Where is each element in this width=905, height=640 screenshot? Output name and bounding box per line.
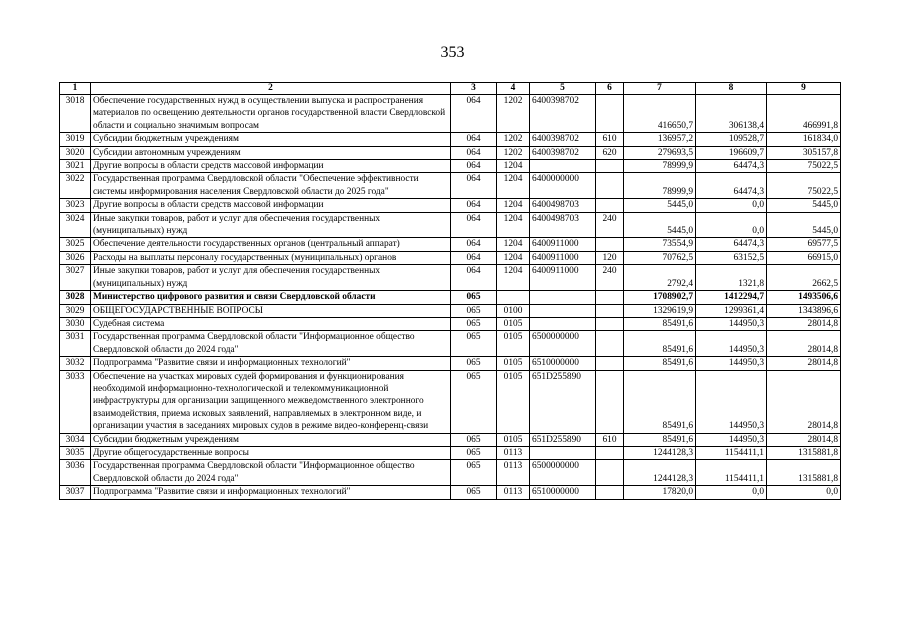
target-article-cell: 6400911000 xyxy=(530,238,596,251)
table-row xyxy=(60,212,841,238)
section-code-cell: 1202 xyxy=(497,146,530,159)
table-row xyxy=(60,146,841,159)
expense-type-cell: 120 xyxy=(596,251,624,264)
ministry-code-cell: 064 xyxy=(451,199,497,212)
row-number-cell: 3028 xyxy=(60,291,91,304)
item-name-cell: Расходы на выплаты персоналу государственных (муниципальных) органов xyxy=(91,251,451,264)
item-name-cell: Государственная программа Свердловской области "Обеспечение эффективности системы информирования населения Свердловской области до 2025 года" xyxy=(91,173,451,199)
expense-type-cell xyxy=(596,446,624,459)
amount-cell: 1315881,8 xyxy=(767,460,841,486)
row-number-cell: 3018 xyxy=(60,95,91,133)
ministry-code-cell: 065 xyxy=(451,370,497,433)
amount-cell: 5445,0 xyxy=(624,199,696,212)
amount-cell: 1343896,6 xyxy=(767,304,841,317)
expense-type-cell xyxy=(596,238,624,251)
row-number-cell: 3031 xyxy=(60,331,91,357)
ministry-code-cell: 065 xyxy=(451,460,497,486)
amount-cell: 5445,0 xyxy=(624,212,696,238)
column-header: 3 xyxy=(451,83,497,95)
amount-cell: 5445,0 xyxy=(767,199,841,212)
amount-cell: 0,0 xyxy=(767,486,841,499)
column-header: 4 xyxy=(497,83,530,95)
section-code-cell: 1204 xyxy=(497,238,530,251)
table-row xyxy=(60,433,841,446)
table-row xyxy=(60,251,841,264)
amount-cell: 0,0 xyxy=(696,486,767,499)
amount-cell: 17820,0 xyxy=(624,486,696,499)
target-article-cell: 6400398702 xyxy=(530,95,596,133)
section-code-cell: 1204 xyxy=(497,173,530,199)
amount-cell: 75022,5 xyxy=(767,173,841,199)
section-code-cell: 1204 xyxy=(497,212,530,238)
target-article-cell xyxy=(530,291,596,304)
section-code-cell: 1204 xyxy=(497,160,530,173)
item-name-cell: Субсидии автономным учреждениям xyxy=(91,146,451,159)
target-article-cell: 6400498703 xyxy=(530,212,596,238)
expense-type-cell xyxy=(596,370,624,433)
expense-type-cell: 610 xyxy=(596,133,624,146)
amount-cell: 64474,3 xyxy=(696,173,767,199)
column-header: 9 xyxy=(767,83,841,95)
amount-cell: 85491,6 xyxy=(624,331,696,357)
ministry-code-cell: 064 xyxy=(451,173,497,199)
amount-cell: 63152,5 xyxy=(696,251,767,264)
budget-table xyxy=(59,82,841,500)
section-code-cell: 0105 xyxy=(497,370,530,433)
row-number-cell: 3021 xyxy=(60,160,91,173)
amount-cell: 279693,5 xyxy=(624,146,696,159)
expense-type-cell: 610 xyxy=(596,433,624,446)
section-code-cell: 1204 xyxy=(497,265,530,291)
amount-cell: 28014,8 xyxy=(767,317,841,330)
amount-cell: 161834,0 xyxy=(767,133,841,146)
table-row xyxy=(60,173,841,199)
target-article-cell: 6400911000 xyxy=(530,265,596,291)
amount-cell: 69577,5 xyxy=(767,238,841,251)
item-name-cell: Иные закупки товаров, работ и услуг для обеспечения государственных (муниципальных) нужд xyxy=(91,265,451,291)
amount-cell: 144950,3 xyxy=(696,331,767,357)
table-row xyxy=(60,357,841,370)
amount-cell: 1412294,7 xyxy=(696,291,767,304)
item-name-cell: Другие вопросы в области средств массовой информации xyxy=(91,160,451,173)
ministry-code-cell: 065 xyxy=(451,331,497,357)
row-number-cell: 3032 xyxy=(60,357,91,370)
ministry-code-cell: 065 xyxy=(451,304,497,317)
ministry-code-cell: 064 xyxy=(451,95,497,133)
row-number-cell: 3037 xyxy=(60,486,91,499)
amount-cell: 1244128,3 xyxy=(624,460,696,486)
section-code-cell xyxy=(497,291,530,304)
expense-type-cell xyxy=(596,331,624,357)
item-name-cell: Обеспечение на участках мировых судей формирования и функционирования необходимой информационно-технологической и телекоммуникационной инфраструктуры для организации защищенного межведомственного электронного взаимодействия, приема исковых заявлений, направляемых в электронном виде, и организации участия в заседаниях мировых судов в режиме видео-конференц-связи xyxy=(91,370,451,433)
column-header: 6 xyxy=(596,83,624,95)
table-row xyxy=(60,265,841,291)
amount-cell: 466991,8 xyxy=(767,95,841,133)
row-number-cell: 3030 xyxy=(60,317,91,330)
item-name-cell: Судебная система xyxy=(91,317,451,330)
amount-cell: 5445,0 xyxy=(767,212,841,238)
amount-cell: 136957,2 xyxy=(624,133,696,146)
section-code-cell: 1204 xyxy=(497,251,530,264)
item-name-cell: Обеспечение деятельности государственных органов (центральный аппарат) xyxy=(91,238,451,251)
expense-type-cell: 620 xyxy=(596,146,624,159)
table-row xyxy=(60,95,841,133)
amount-cell: 144950,3 xyxy=(696,370,767,433)
table-row xyxy=(60,291,841,304)
ministry-code-cell: 064 xyxy=(451,146,497,159)
item-name-cell: ОБЩЕГОСУДАРСТВЕННЫЕ ВОПРОСЫ xyxy=(91,304,451,317)
item-name-cell: Другие вопросы в области средств массовой информации xyxy=(91,199,451,212)
ministry-code-cell: 065 xyxy=(451,317,497,330)
row-number-cell: 3025 xyxy=(60,238,91,251)
amount-cell: 144950,3 xyxy=(696,357,767,370)
ministry-code-cell: 065 xyxy=(451,433,497,446)
amount-cell: 1154411,1 xyxy=(696,446,767,459)
item-name-cell: Субсидии бюджетным учреждениям xyxy=(91,133,451,146)
amount-cell: 416650,7 xyxy=(624,95,696,133)
section-code-cell: 0113 xyxy=(497,486,530,499)
page-number: 353 xyxy=(440,44,465,61)
target-article-cell: 6400398702 xyxy=(530,146,596,159)
ministry-code-cell: 065 xyxy=(451,446,497,459)
table-row xyxy=(60,317,841,330)
amount-cell: 306138,4 xyxy=(696,95,767,133)
table-row xyxy=(60,160,841,173)
column-header: 1 xyxy=(60,83,91,95)
expense-type-cell xyxy=(596,317,624,330)
ministry-code-cell: 065 xyxy=(451,486,497,499)
item-name-cell: Государственная программа Свердловской области "Информационное общество Свердловской области до 2024 года" xyxy=(91,331,451,357)
amount-cell: 70762,5 xyxy=(624,251,696,264)
table-row xyxy=(60,370,841,433)
amount-cell: 2792,4 xyxy=(624,265,696,291)
amount-cell: 28014,8 xyxy=(767,370,841,433)
target-article-cell: 6400498703 xyxy=(530,199,596,212)
table-row xyxy=(60,133,841,146)
target-article-cell: 6510000000 xyxy=(530,486,596,499)
row-number-cell: 3019 xyxy=(60,133,91,146)
amount-cell: 0,0 xyxy=(696,199,767,212)
target-article-cell: 651D255890 xyxy=(530,370,596,433)
amount-cell: 73554,9 xyxy=(624,238,696,251)
amount-cell: 1315881,8 xyxy=(767,446,841,459)
amount-cell: 1493506,6 xyxy=(767,291,841,304)
expense-type-cell xyxy=(596,199,624,212)
amount-cell: 144950,3 xyxy=(696,317,767,330)
section-code-cell: 1202 xyxy=(497,95,530,133)
target-article-cell: 651D255890 xyxy=(530,433,596,446)
section-code-cell: 0105 xyxy=(497,433,530,446)
section-code-cell: 0105 xyxy=(497,331,530,357)
expense-type-cell xyxy=(596,357,624,370)
row-number-cell: 3022 xyxy=(60,173,91,199)
table-row xyxy=(60,199,841,212)
amount-cell: 1708902,7 xyxy=(624,291,696,304)
target-article-cell: 6400911000 xyxy=(530,251,596,264)
ministry-code-cell: 064 xyxy=(451,133,497,146)
table-row xyxy=(60,486,841,499)
row-number-cell: 3029 xyxy=(60,304,91,317)
amount-cell: 64474,3 xyxy=(696,238,767,251)
target-article-cell: 6500000000 xyxy=(530,331,596,357)
ministry-code-cell: 065 xyxy=(451,357,497,370)
expense-type-cell xyxy=(596,291,624,304)
table-row xyxy=(60,446,841,459)
section-code-cell: 0113 xyxy=(497,446,530,459)
expense-type-cell xyxy=(596,173,624,199)
column-header: 7 xyxy=(624,83,696,95)
section-code-cell: 0105 xyxy=(497,317,530,330)
ministry-code-cell: 064 xyxy=(451,238,497,251)
amount-cell: 64474,3 xyxy=(696,160,767,173)
row-number-cell: 3027 xyxy=(60,265,91,291)
row-number-cell: 3033 xyxy=(60,370,91,433)
table-row xyxy=(60,238,841,251)
amount-cell: 85491,6 xyxy=(624,357,696,370)
item-name-cell: Обеспечение государственных нужд в осуществлении выпуска и распространения материалов по освещению деятельности органов государственной власти Свердловской области и социально значимым вопросам xyxy=(91,95,451,133)
row-number-cell: 3026 xyxy=(60,251,91,264)
item-name-cell: Государственная программа Свердловской области "Информационное общество Свердловской области до 2024 года" xyxy=(91,460,451,486)
amount-cell: 28014,8 xyxy=(767,433,841,446)
amount-cell: 144950,3 xyxy=(696,433,767,446)
target-article-cell xyxy=(530,446,596,459)
expense-type-cell: 240 xyxy=(596,212,624,238)
row-number-cell: 3035 xyxy=(60,446,91,459)
row-number-cell: 3036 xyxy=(60,460,91,486)
item-name-cell: Иные закупки товаров, работ и услуг для обеспечения государственных (муниципальных) нужд xyxy=(91,212,451,238)
amount-cell: 109528,7 xyxy=(696,133,767,146)
section-code-cell: 0100 xyxy=(497,304,530,317)
ministry-code-cell: 064 xyxy=(451,265,497,291)
amount-cell: 78999,9 xyxy=(624,173,696,199)
target-article-cell: 6510000000 xyxy=(530,357,596,370)
expense-type-cell: 240 xyxy=(596,265,624,291)
section-code-cell: 0113 xyxy=(497,460,530,486)
expense-type-cell xyxy=(596,460,624,486)
item-name-cell: Подпрограмма "Развитие связи и информационных технологий" xyxy=(91,486,451,499)
column-header: 5 xyxy=(530,83,596,95)
row-number-cell: 3024 xyxy=(60,212,91,238)
amount-cell: 85491,6 xyxy=(624,370,696,433)
amount-cell: 305157,8 xyxy=(767,146,841,159)
amount-cell: 0,0 xyxy=(696,212,767,238)
row-number-cell: 3023 xyxy=(60,199,91,212)
amount-cell: 2662,5 xyxy=(767,265,841,291)
row-number-cell: 3034 xyxy=(60,433,91,446)
ministry-code-cell: 064 xyxy=(451,212,497,238)
table-body xyxy=(60,95,841,500)
ministry-code-cell: 064 xyxy=(451,251,497,264)
expense-type-cell xyxy=(596,304,624,317)
amount-cell: 85491,6 xyxy=(624,433,696,446)
section-code-cell: 1202 xyxy=(497,133,530,146)
section-code-cell: 0105 xyxy=(497,357,530,370)
expense-type-cell xyxy=(596,160,624,173)
target-article-cell: 6500000000 xyxy=(530,460,596,486)
amount-cell: 78999,9 xyxy=(624,160,696,173)
amount-cell: 1329619,9 xyxy=(624,304,696,317)
table-row xyxy=(60,304,841,317)
column-header: 2 xyxy=(91,83,451,95)
target-article-cell: 6400398702 xyxy=(530,133,596,146)
amount-cell: 196609,7 xyxy=(696,146,767,159)
target-article-cell: 6400000000 xyxy=(530,173,596,199)
target-article-cell xyxy=(530,317,596,330)
amount-cell: 85491,6 xyxy=(624,317,696,330)
item-name-cell: Другие общегосударственные вопросы xyxy=(91,446,451,459)
amount-cell: 1321,8 xyxy=(696,265,767,291)
amount-cell: 1244128,3 xyxy=(624,446,696,459)
section-code-cell: 1204 xyxy=(497,199,530,212)
item-name-cell: Подпрограмма "Развитие связи и информационных технологий" xyxy=(91,357,451,370)
item-name-cell: Субсидии бюджетным учреждениям xyxy=(91,433,451,446)
ministry-code-cell: 065 xyxy=(451,291,497,304)
target-article-cell xyxy=(530,304,596,317)
amount-cell: 75022,5 xyxy=(767,160,841,173)
expense-type-cell xyxy=(596,95,624,133)
amount-cell: 28014,8 xyxy=(767,331,841,357)
table-row xyxy=(60,460,841,486)
ministry-code-cell: 064 xyxy=(451,160,497,173)
amount-cell: 1154411,1 xyxy=(696,460,767,486)
amount-cell: 28014,8 xyxy=(767,357,841,370)
amount-cell: 1299361,4 xyxy=(696,304,767,317)
row-number-cell: 3020 xyxy=(60,146,91,159)
amount-cell: 66915,0 xyxy=(767,251,841,264)
column-header: 8 xyxy=(696,83,767,95)
table-header-row xyxy=(60,83,841,95)
expense-type-cell xyxy=(596,486,624,499)
item-name-cell: Министерство цифрового развития и связи Свердловской области xyxy=(91,291,451,304)
table-row xyxy=(60,331,841,357)
target-article-cell xyxy=(530,160,596,173)
